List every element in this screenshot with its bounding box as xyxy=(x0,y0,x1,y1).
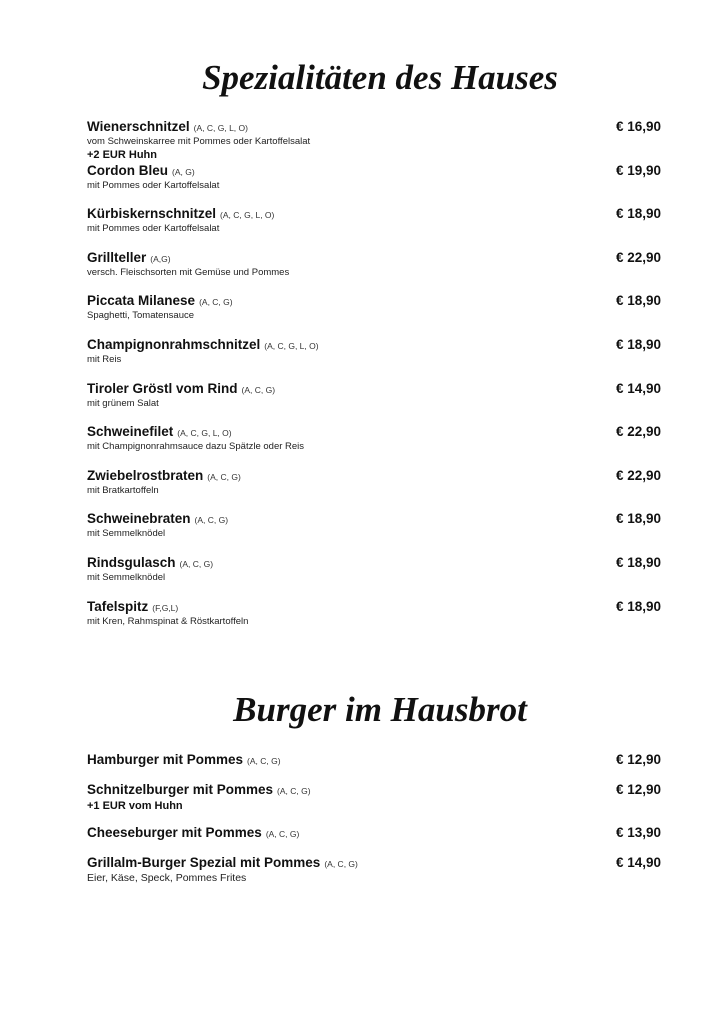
item-description: mit Champignonrahmsauce dazu Spätzle oder Reis xyxy=(87,441,305,453)
item-allergens: (A, C, G) xyxy=(324,858,358,869)
item-price: € 22,90 xyxy=(615,424,661,440)
menu-item xyxy=(87,163,661,207)
item-price: € 18,90 xyxy=(615,293,661,309)
item-allergens: (A, C, G) xyxy=(199,297,233,308)
item-name: Schnitzelburger mit Pommes xyxy=(87,781,274,797)
menu-item xyxy=(87,752,661,782)
item-allergens: (A, C, G) xyxy=(194,515,229,526)
item-allergens: (A, C, G) xyxy=(207,471,241,482)
item-price: € 18,90 xyxy=(615,511,661,527)
item-name: Zwiebelrostbraten xyxy=(87,467,204,483)
item-allergens: (A, C, G) xyxy=(277,785,311,796)
menu-item xyxy=(87,855,661,899)
item-description: mit Pommes oder Kartoffelsalat xyxy=(87,223,220,235)
item-name: Wienerschnitzel xyxy=(87,119,190,134)
menu-item xyxy=(87,599,661,643)
item-name: Grillalm-Burger Spezial mit Pommes xyxy=(87,854,321,870)
item-extra-note: +2 EUR Huhn xyxy=(87,149,157,161)
item-price: € 16,90 xyxy=(615,119,661,134)
item-description: mit grünem Salat xyxy=(87,397,159,409)
menu-item xyxy=(87,206,661,250)
item-description: mit Pommes oder Kartoffelsalat xyxy=(87,179,220,191)
item-description: Eier, Käse, Speck, Pommes Frites xyxy=(87,871,247,884)
item-name: Champignonrahmschnitzel xyxy=(87,336,261,352)
item-allergens: (A, C, G, L, O) xyxy=(264,340,319,351)
item-price: € 18,90 xyxy=(615,598,661,614)
item-name: Hamburger mit Pommes xyxy=(87,752,244,767)
item-price: € 14,90 xyxy=(615,380,661,396)
menu-item xyxy=(87,825,661,855)
item-description: mit Kren, Rahmspinat & Röstkartoffeln xyxy=(87,615,249,627)
item-name: Rindsgulasch xyxy=(87,554,176,570)
section-title-burgers: Burger im Hausbrot xyxy=(233,690,527,729)
item-allergens: (A, C, G) xyxy=(265,829,300,839)
item-name: Schweinefilet xyxy=(87,424,174,440)
item-description: mit Semmelknödel xyxy=(87,571,166,583)
item-price: € 22,90 xyxy=(615,249,661,265)
item-name: Grillteller xyxy=(87,249,147,265)
item-name: Cheeseburger mit Pommes xyxy=(87,825,262,840)
item-name: Kürbiskernschnitzel xyxy=(87,206,217,222)
item-price: € 18,90 xyxy=(615,206,661,222)
item-name: Tafelspitz xyxy=(87,598,149,614)
item-description: mit Bratkartoffeln xyxy=(87,484,159,496)
menu-item xyxy=(87,782,661,826)
menu-item xyxy=(87,511,661,555)
item-price: € 12,90 xyxy=(615,781,661,797)
menu-item xyxy=(87,337,661,381)
item-allergens: (F,G,L) xyxy=(152,602,179,613)
item-allergens: (A, G) xyxy=(172,166,195,177)
item-name: Tiroler Gröstl vom Rind xyxy=(87,380,238,396)
item-price: € 19,90 xyxy=(615,162,661,178)
item-description: versch. Fleischsorten mit Gemüse und Pommes xyxy=(87,266,290,278)
menu-item xyxy=(87,424,661,468)
item-price: € 14,90 xyxy=(615,854,661,870)
item-description: mit Semmelknödel xyxy=(87,528,166,540)
item-price: € 18,90 xyxy=(615,554,661,570)
item-name: Cordon Bleu xyxy=(87,162,168,178)
item-description: vom Schweinskarree mit Pommes oder Kartoffelsalat xyxy=(87,136,311,147)
burger-menu-list xyxy=(87,752,661,898)
item-price: € 18,90 xyxy=(615,336,661,352)
item-allergens: (A,G) xyxy=(150,253,171,264)
item-allergens: (A, C, G, L, O) xyxy=(193,123,248,133)
item-allergens: (A, C, G, L, O) xyxy=(177,428,232,439)
item-allergens: (A, C, G) xyxy=(241,384,276,395)
menu-item xyxy=(87,250,661,294)
item-description: mit Reis xyxy=(87,353,122,365)
item-price: € 22,90 xyxy=(615,467,661,483)
item-extra-note: +1 EUR vom Huhn xyxy=(87,799,183,812)
item-price: € 12,90 xyxy=(615,752,661,767)
section-title-specialties: Spezialitäten des Hauses xyxy=(202,58,558,97)
item-allergens: (A, C, G) xyxy=(247,756,281,766)
item-allergens: (A, C, G, L, O) xyxy=(220,210,275,221)
item-name: Piccata Milanese xyxy=(87,293,196,309)
item-allergens: (A, C, G) xyxy=(179,558,214,569)
menu-item xyxy=(87,381,661,425)
menu-item xyxy=(87,119,661,163)
menu-item xyxy=(87,468,661,512)
specialties-menu-list xyxy=(87,119,661,642)
item-price: € 13,90 xyxy=(615,825,661,840)
menu-item xyxy=(87,293,661,337)
menu-item xyxy=(87,555,661,599)
item-name: Schweinebraten xyxy=(87,511,191,527)
item-description: Spaghetti, Tomatensauce xyxy=(87,310,195,322)
